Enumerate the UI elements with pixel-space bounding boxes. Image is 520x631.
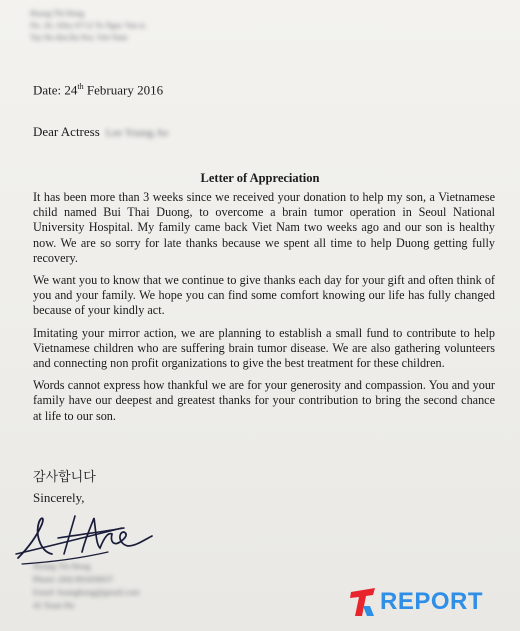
contact-phone: Phone: (84) 963430637 (33, 574, 114, 584)
contact-address: 42 Xuan Ha (33, 600, 75, 610)
recipient-name: Lee Young Ae (105, 127, 169, 139)
closing: Sincerely, (33, 490, 85, 505)
date-prefix: Date: 24 (33, 82, 78, 98)
salutation-text: Dear Actress (33, 124, 100, 139)
date-suffix: th (77, 82, 84, 91)
letter-title: Letter of Appreciation (200, 171, 320, 185)
paragraph-3: Imitating your mirror action, we are planning to establish a small fund to contribute to help Vietnamese children who are suffering brain tumor disease. We are also gathering volunteers and connecting non profit organizations to give the best treatment for these children. (33, 325, 495, 371)
contact-name: Hoang Thi Hong (33, 561, 91, 571)
paragraph-4: Words cannot express how thankful we are for your generosity and compassion. You and your family have our deepest and greatest thanks for your contribution to bring the second chance at life to our son. (33, 378, 495, 423)
contact-email: Email: hoanghong@gmail.com (33, 587, 140, 597)
paragraph-2: We want you to know that we continue to give thanks each day for your gift and often think of you and your family. We hope you can find some comfort knowing our life has fully changed because of your kindly act. (33, 273, 495, 318)
sender-street: No. 26, Alley 67/12 To Ngoc Van st. (30, 21, 147, 30)
tv-report-watermark (348, 585, 483, 619)
sender-city: Tay Ho dist.Ha Noi, Viet Nam (30, 33, 128, 42)
salutation (33, 124, 168, 140)
tv-logo-icon (348, 586, 378, 618)
contact-block (33, 560, 140, 612)
korean-thanks: 감사합니다 (33, 470, 96, 485)
paragraph-1: It has been more than 3 weeks since we received your donation to help my son, a Vietnamese child named Bui Thai Duong, to overcome a brain tumor operation in Seoul National University Hospital. My family came back Viet Nam two weeks ago and our son is healthy now. We are so sorry for late thanks because we spent all time to help Duong getting fully recovery. (33, 190, 495, 265)
date-rest: February 2016 (83, 82, 164, 98)
sender-name: Hoang Thi Hong (30, 9, 85, 18)
letter-date (33, 82, 163, 98)
letter-body (33, 190, 495, 431)
watermark-text: REPORT (380, 588, 484, 615)
sender-address-block (30, 8, 146, 44)
